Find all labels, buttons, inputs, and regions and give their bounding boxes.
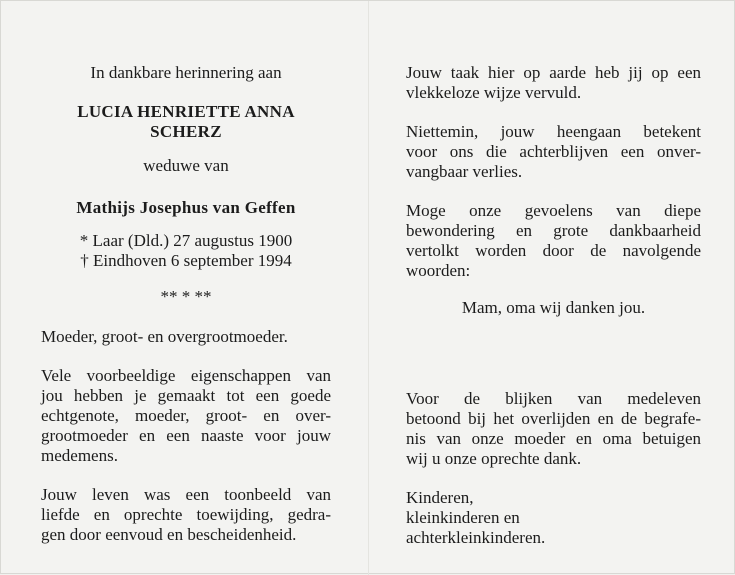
left-panel (41, 63, 331, 545)
text-line: voor ons die achterblijven een onver- (406, 142, 701, 161)
right-paragraph-2 (406, 122, 701, 182)
text-line: Jouw leven was een toonbeeld van (41, 485, 331, 504)
text-line: echtgenote, moeder, groot- en over- (41, 406, 331, 425)
text-line: gen door eenvoud en bescheidenheid. (41, 525, 297, 544)
text-line: grootmoeder en een naaste voor jouw (41, 426, 331, 445)
separator: ** * ** (160, 287, 212, 306)
signature-line: kleinkinderen en (406, 508, 520, 527)
quote-text: Mam, oma wij danken jou. (461, 298, 646, 317)
right-paragraph-1 (406, 63, 701, 103)
text-line: Niettemin, jouw heengaan betekent (406, 122, 701, 141)
text-line: Moge onze gevoelens van diepe (406, 201, 701, 220)
signature-block (406, 488, 701, 548)
text-line: woorden: (406, 261, 471, 280)
left-paragraph-2 (41, 366, 331, 466)
birth-line: * Laar (Dld.) 27 augustus 1900 (79, 231, 293, 250)
text-line: Voor de blijken van medeleven (406, 389, 701, 408)
text-line: Jouw taak hier op aarde heb jij op een (406, 63, 701, 82)
signature-line: Kinderen, (406, 488, 474, 507)
signature-line: achterkleinkinderen. (406, 528, 546, 547)
text-line: bewondering en grote dankbaarheid (406, 221, 701, 240)
deceased-name-line2: SCHERZ (150, 122, 222, 141)
right-paragraph-3 (406, 201, 701, 281)
text-line: vangbaar verlies. (406, 162, 523, 181)
text-line: betoond bij het overlijden en de begrafe- (406, 409, 701, 428)
right-paragraph-4 (406, 389, 701, 469)
left-paragraph-3 (41, 485, 331, 545)
text-line: jou hebben je gemaakt tot een goede (41, 386, 331, 405)
text-line: nis van onze moeder en oma betuigen (406, 429, 701, 448)
right-panel (406, 63, 701, 548)
widow-of-text: weduwe van (143, 156, 229, 175)
left-paragraph-1: Moeder, groot- en overgrootmoeder. (41, 327, 288, 346)
text-line: medemens. (41, 446, 118, 465)
text-line: Vele voorbeeldige eigenschappen van (41, 366, 331, 385)
text-line: vlekkeloze wijze vervuld. (406, 83, 582, 102)
deceased-name-line1: LUCIA HENRIETTE ANNA (77, 102, 295, 121)
dates-block (41, 231, 331, 271)
husband-name: Mathijs Josephus van Geffen (76, 198, 296, 217)
intro-text: In dankbare herinnering aan (90, 63, 282, 82)
card-fold-line (368, 1, 369, 575)
text-line: wij u onze oprechte dank. (406, 449, 582, 468)
text-line: liefde en oprechte toewijding, gedra- (41, 505, 331, 524)
text-line: vertolkt worden door de navolgende (406, 241, 701, 260)
death-line: † Eindhoven 6 september 1994 (80, 251, 292, 270)
deceased-name (41, 102, 331, 142)
